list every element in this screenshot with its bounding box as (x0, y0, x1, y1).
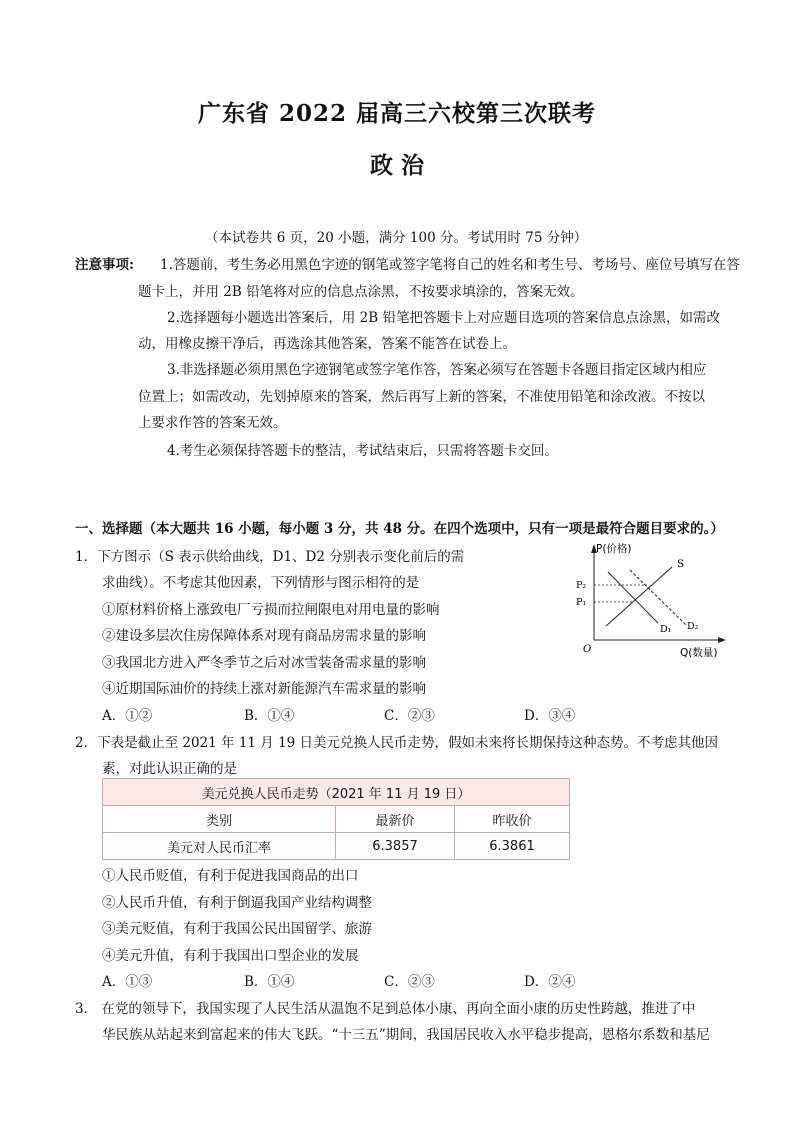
notice-item-3-cont: 位置上；如需改动，先划掉原来的答案，然后再写上新的答案，不准使用铅笔和涂改液。不按以 (138, 389, 705, 405)
subject-title: 政 治 (369, 152, 424, 179)
q2-statement-4: ④美元升值，有利于我国出口型企业的发展 (102, 948, 359, 964)
p1-label: P₁ (576, 597, 587, 608)
q2-statement-1: ①人民币贬值，有利于促进我国商品的出口 (102, 868, 359, 884)
q1-stem-line2: 求曲线）。不考虑其他因素，下列情形与图示相符的是 (102, 575, 420, 591)
table-header-row (103, 806, 570, 833)
q1-stem-line1: 1．下方图示（S 表示供给曲线，D1、D2 分别表示变化前后的需 (75, 549, 465, 565)
notice-item-3: 3.非选择题必须用黑色字迹钢笔或签字笔作答，答案必须写在答题卡各题目指定区域内相应 (167, 362, 707, 378)
q2-option-a[interactable]: A．①③ (102, 974, 153, 990)
notice-item-3-cont2: 上要求作答的答案无效。 (138, 415, 287, 431)
table-cell-latest: 6.3857 (336, 833, 455, 860)
q1-statement-1: ①原材料价格上涨致电厂亏损而拉闸限电对用电量的影响 (102, 602, 440, 618)
exam-title: 广东省 2022 届高三六校第三次联考 (197, 100, 597, 127)
q2-option-d[interactable]: D．②④ (524, 974, 576, 990)
supply-label: S (677, 558, 685, 570)
q2-stem-line1: 2．下表是截止至 2021 年 11 月 19 日美元兑换人民币走势，假如未来将长期保持这种态势。不考虑其他因 (75, 735, 719, 751)
q2-statement-2: ②人民币升值，有利于倒逼我国产业结构调整 (102, 895, 372, 911)
q2-option-c[interactable]: C．②③ (384, 974, 435, 990)
x-axis-arrow (718, 637, 726, 643)
notice-item-2-cont: 动，用橡皮擦干净后，再选涂其他答案，答案不能答在试卷上。 (138, 336, 516, 352)
table-header-category: 类别 (103, 806, 336, 833)
demand-curve-d1 (608, 572, 658, 623)
table-header-previous: 昨收价 (455, 806, 570, 833)
d2-label: D₂ (687, 621, 699, 632)
notice-item-1-cont: 题卡上，并用 2B 铅笔将对应的信息点涂黑，不按要求填涂的，答案无效。 (138, 284, 584, 300)
q2-stem-line2: 素，对此认识正确的是 (102, 761, 237, 777)
y-axis-label: P(价格) (596, 543, 632, 555)
q1-option-c[interactable]: C．②③ (384, 708, 435, 724)
q1-option-d[interactable]: D．③④ (524, 708, 576, 724)
origin-label: O (583, 644, 592, 655)
exam-info: （本试卷共 6 页，20 小题，满分 100 分。考试用时 75 分钟） (205, 230, 588, 246)
table-caption-row (103, 779, 570, 806)
d1-label: D₁ (660, 624, 672, 635)
supply-demand-chart (568, 540, 738, 662)
q3-stem-line1: 3． 在党的领导下，我国实现了人民生活从温饱不足到总体小康、再向全面小康的历史性跨越，推进了中 (75, 1001, 696, 1017)
table-cell-previous: 6.3861 (455, 833, 570, 860)
notice-item-4: 4.考生必须保持答题卡的整洁，考试结束后，只需将答题卡交回。 (167, 443, 558, 459)
q1-option-a[interactable]: A．①② (102, 708, 153, 724)
q1-statement-4: ④近期国际油价的持续上涨对新能源汽车需求量的影响 (102, 681, 426, 697)
table-row (103, 833, 570, 860)
notice-item-1: 1.答题前，考生务必用黑色字迹的钢笔或签字笔将自己的姓名和考生号、考场号、座位号填写在答 (160, 257, 740, 273)
x-axis-label: Q(数量) (680, 647, 718, 659)
table-header-latest: 最新价 (336, 806, 455, 833)
section-heading: 一、选择题（本大题共 16 小题，每小题 3 分，共 48 分。在四个选项中，只有一项是最符合题目要求的。） (75, 521, 724, 537)
q1-statement-3: ③我国北方进入严冬季节之后对冰雪装备需求量的影响 (102, 655, 426, 671)
q1-statement-2: ②建设多层次住房保障体系对现有商品房需求量的影响 (102, 628, 426, 644)
q2-statement-3: ③美元贬值，有利于我国公民出国留学、旅游 (102, 921, 372, 937)
notice-label: 注意事项: (75, 257, 134, 273)
q3-stem-line2: 华民族从站起来到富起来的伟大飞跃。“十三五”期间，我国居民收入水平稳步提高，恩格尔系数和基尼 (102, 1027, 710, 1043)
supply-curve (606, 567, 672, 626)
q2-option-b[interactable]: B．①④ (244, 974, 295, 990)
exchange-rate-table (102, 778, 570, 860)
p2-label: P₂ (576, 580, 587, 591)
table-cell-name: 美元对人民币汇率 (103, 833, 336, 860)
notice-item-2: 2.选择题每小题选出答案后，用 2B 铅笔把答题卡上对应题目选项的答案信息点涂黑，如需改 (167, 310, 720, 326)
table-caption: 美元兑换人民币走势（2021 年 11 月 19 日） (103, 779, 570, 806)
q1-option-b[interactable]: B．①④ (244, 708, 295, 724)
